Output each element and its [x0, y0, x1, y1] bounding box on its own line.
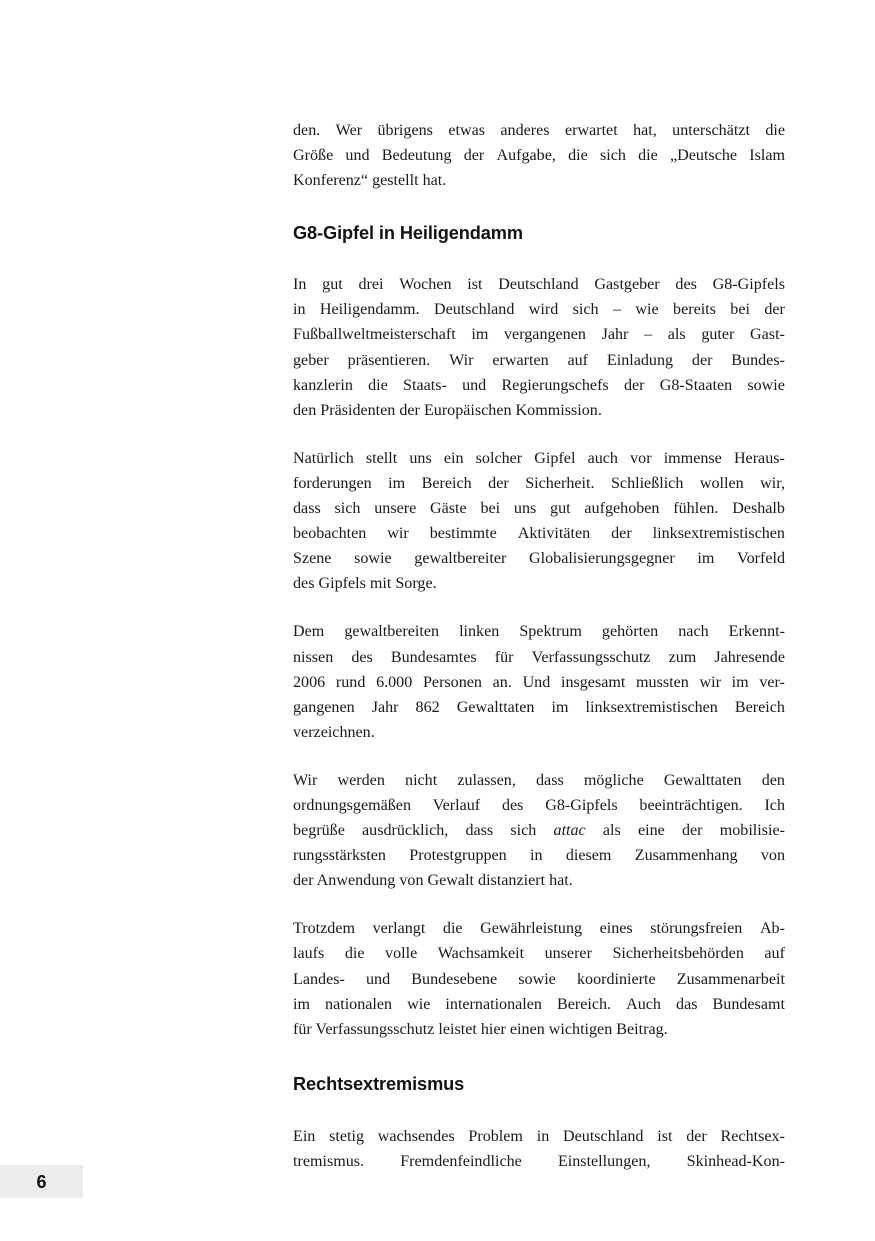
text-line: der Anwendung von Gewalt distanziert hat. — [293, 872, 573, 890]
text-line: laufs die volle Wachsamkeit unserer Sicherheitsbehörden auf — [293, 945, 785, 963]
text-line: Dem gewaltbereiten linken Spektrum gehörten nach Erkennt- — [293, 623, 785, 641]
text-line: den Präsidenten der Europäischen Kommission. — [293, 401, 602, 419]
text-line: für Verfassungsschutz leistet hier einen wichtigen Beitrag. — [293, 1020, 668, 1038]
text-line: Konferenz“ gestellt hat. — [293, 172, 447, 190]
text-line: rungsstärksten Protestgruppen in diesem Zusammenhang von — [293, 847, 785, 865]
heading-g8-gipfel: G8-Gipfel in Heiligendamm — [293, 223, 523, 244]
text-column — [293, 118, 785, 1197]
paragraph-verfassungsschutz — [293, 619, 785, 744]
text-line: forderungen im Bereich der Sicherheit. Schließlich wollen wir, — [293, 474, 785, 492]
paragraph-attac — [293, 768, 785, 893]
text-line: tremismus. Fremdenfeindliche Einstellungen, Skinhead-Kon- — [293, 1152, 785, 1170]
text-line: dass sich unsere Gäste bei uns gut aufgehoben fühlen. Deshalb — [293, 500, 785, 518]
paragraph-gastgeber — [293, 272, 785, 423]
text-line: Ein stetig wachsendes Problem in Deutschland ist der Rechtsex- — [293, 1127, 785, 1145]
page-number: 6 — [36, 1171, 47, 1192]
paragraph-konferenz — [293, 118, 785, 193]
heading-rechtsextremismus: Rechtsextremismus — [293, 1073, 465, 1094]
text-line: Fußballweltmeisterschaft im vergangenen Jahr – als guter Gast- — [293, 326, 785, 344]
text-line: kanzlerin die Staats- und Regierungschefs der G8-Staaten sowie — [293, 376, 785, 394]
text-line: Landes- und Bundesebene sowie koordinierte Zusammenarbeit — [293, 970, 785, 988]
text-line-with-emphasis: begrüße ausdrücklich, dass sich attac als eine der mobilisie- — [293, 822, 785, 840]
text-line: Natürlich stellt uns ein solcher Gipfel auch vor immense Heraus- — [293, 449, 785, 467]
text-line: ordnungsgemäßen Verlauf des G8-Gipfels beeinträchtigen. Ich — [293, 796, 785, 814]
text-line: In gut drei Wochen ist Deutschland Gastgeber des G8-Gipfels — [293, 276, 785, 294]
text-line: Größe und Bedeutung der Aufgabe, die sich die „Deutsche Islam — [293, 147, 785, 165]
text-line: Trotzdem verlangt die Gewährleistung eines störungsfreien Ab- — [293, 920, 785, 938]
text-line: im nationalen wie internationalen Bereich. Auch das Bundesamt — [293, 995, 785, 1013]
text-line: verzeichnen. — [293, 723, 375, 741]
text-line: geber präsentieren. Wir erwarten auf Einladung der Bundes- — [293, 351, 785, 369]
text-line: Szene sowie gewaltbereiter Globalisierungsgegner im Vorfeld — [293, 550, 785, 568]
text-line: in Heiligendamm. Deutschland wird sich – wie bereits bei der — [293, 301, 785, 319]
text-line: nissen des Bundesamtes für Verfassungsschutz zum Jahresende — [293, 648, 785, 666]
paragraph-wachsamkeit — [293, 916, 785, 1041]
text-line: des Gipfels mit Sorge. — [293, 575, 437, 593]
page-number-box — [0, 1165, 83, 1198]
text-line: den. Wer übrigens etwas anderes erwartet hat, unterschätzt die — [293, 122, 785, 139]
text-line: 2006 rund 6.000 Personen an. Und insgesamt mussten wir im ver- — [293, 673, 785, 691]
text-line: beobachten wir bestimmte Aktivitäten der linksextremistischen — [293, 525, 785, 543]
paragraph-rechtsextremismus — [293, 1124, 785, 1174]
paragraph-herausforderungen — [293, 446, 785, 597]
text-line: Wir werden nicht zulassen, dass mögliche Gewalttaten den — [293, 771, 785, 789]
text-line: gangenen Jahr 862 Gewalttaten im linksextremistischen Bereich — [293, 698, 785, 716]
